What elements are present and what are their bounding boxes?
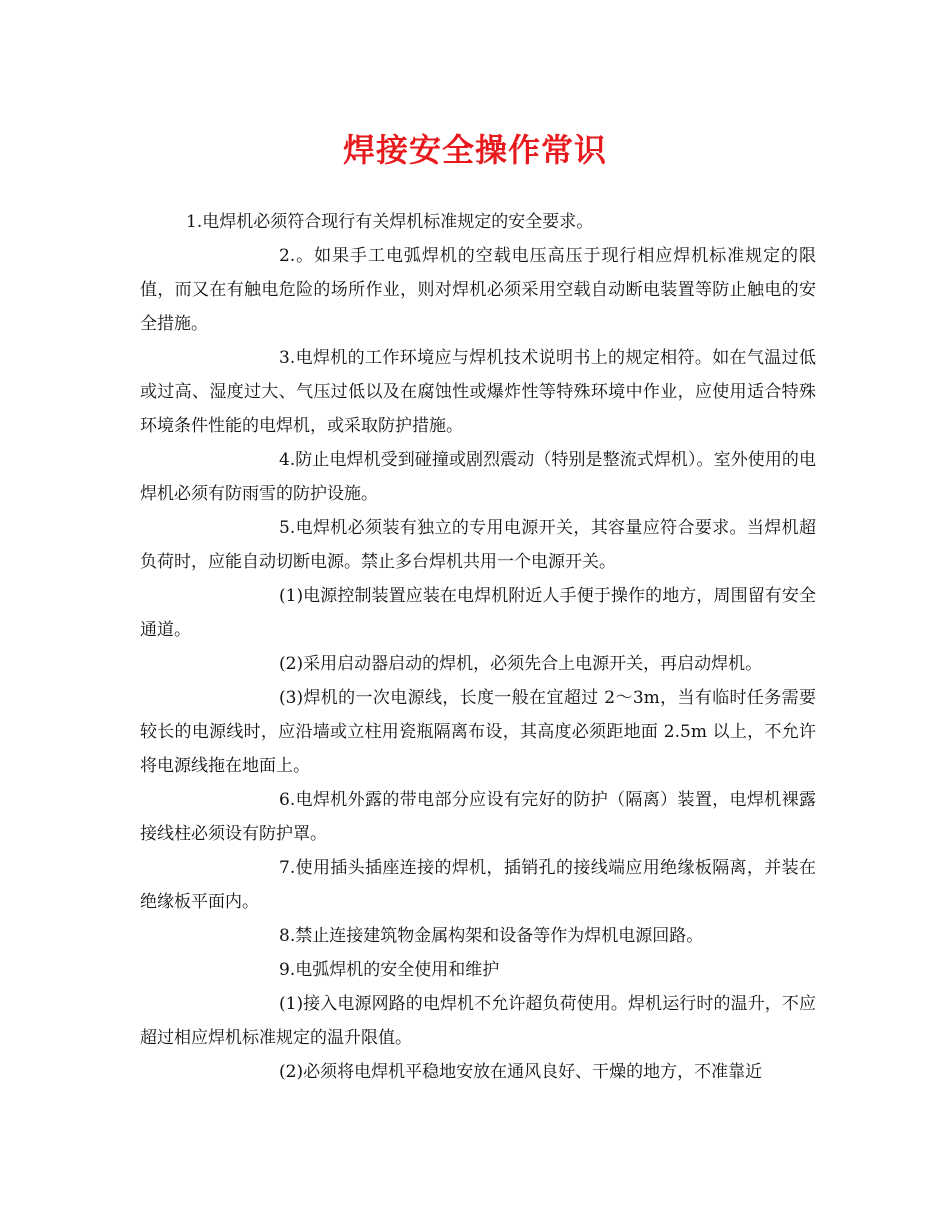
paragraph: 7.使用插头插座连接的焊机，插销孔的接线端应用绝缘板隔离，并装在绝缘板平面内。	[140, 858, 816, 912]
paragraph: 3.电焊机的工作环境应与焊机技术说明书上的规定相符。如在气温过低或过高、湿度过大、气压过低以及在腐蚀性或爆炸性等特殊环境中作业，应使用适合特殊环境条件性能的电焊机，或采取防护措施。	[140, 348, 816, 436]
document-body	[140, 205, 816, 1089]
paragraph: 9.电弧焊机的安全使用和维护	[279, 960, 500, 980]
paragraph: 6.电焊机外露的带电部分应设有完好的防护（隔离）装置，电焊机裸露接线柱必须设有防护罩。	[140, 790, 816, 844]
paragraph: 8.禁止连接建筑物金属构架和设备等作为焊机电源回路。	[279, 926, 704, 946]
document-title: 焊接安全操作常识	[342, 131, 607, 169]
paragraph: 1.电焊机必须符合现行有关焊机标准规定的安全要求。	[186, 212, 594, 232]
paragraph: 4.防止电焊机受到碰撞或剧烈震动（特别是整流式焊机）。室外使用的电焊机必须有防雨雪的防护设施。	[140, 450, 816, 504]
paragraph: (1)接入电源网路的电焊机不允许超负荷使用。焊机运行时的温升，不应超过相应焊机标准规定的温升限值。	[140, 994, 816, 1048]
paragraph: (2)采用启动器启动的焊机，必须先合上电源开关，再启动焊机。	[279, 654, 763, 674]
paragraph: 2.。如果手工电弧焊机的空载电压高压于现行相应焊机标准规定的限值，而又在有触电危险的场所作业，则对焊机必须采用空载自动断电装置等防止触电的安全措施。	[140, 246, 816, 334]
paragraph: (1)电源控制装置应装在电焊机附近人手便于操作的地方，周围留有安全通道。	[140, 586, 816, 640]
paragraph: (2)必须将电焊机平稳地安放在通风良好、干燥的地方，不准靠近	[279, 1062, 763, 1082]
paragraph: (3)焊机的一次电源线，长度一般在宜超过 2～3m，当有临时任务需要较长的电源线时，应沿墙或立柱用瓷瓶隔离布设，其高度必须距地面 2.5m 以上，不允许将电源线拖在地面上。	[140, 688, 816, 776]
paragraph: 5.电焊机必须装有独立的专用电源开关，其容量应符合要求。当焊机超负荷时，应能自动切断电源。禁止多台焊机共用一个电源开关。	[140, 518, 816, 572]
